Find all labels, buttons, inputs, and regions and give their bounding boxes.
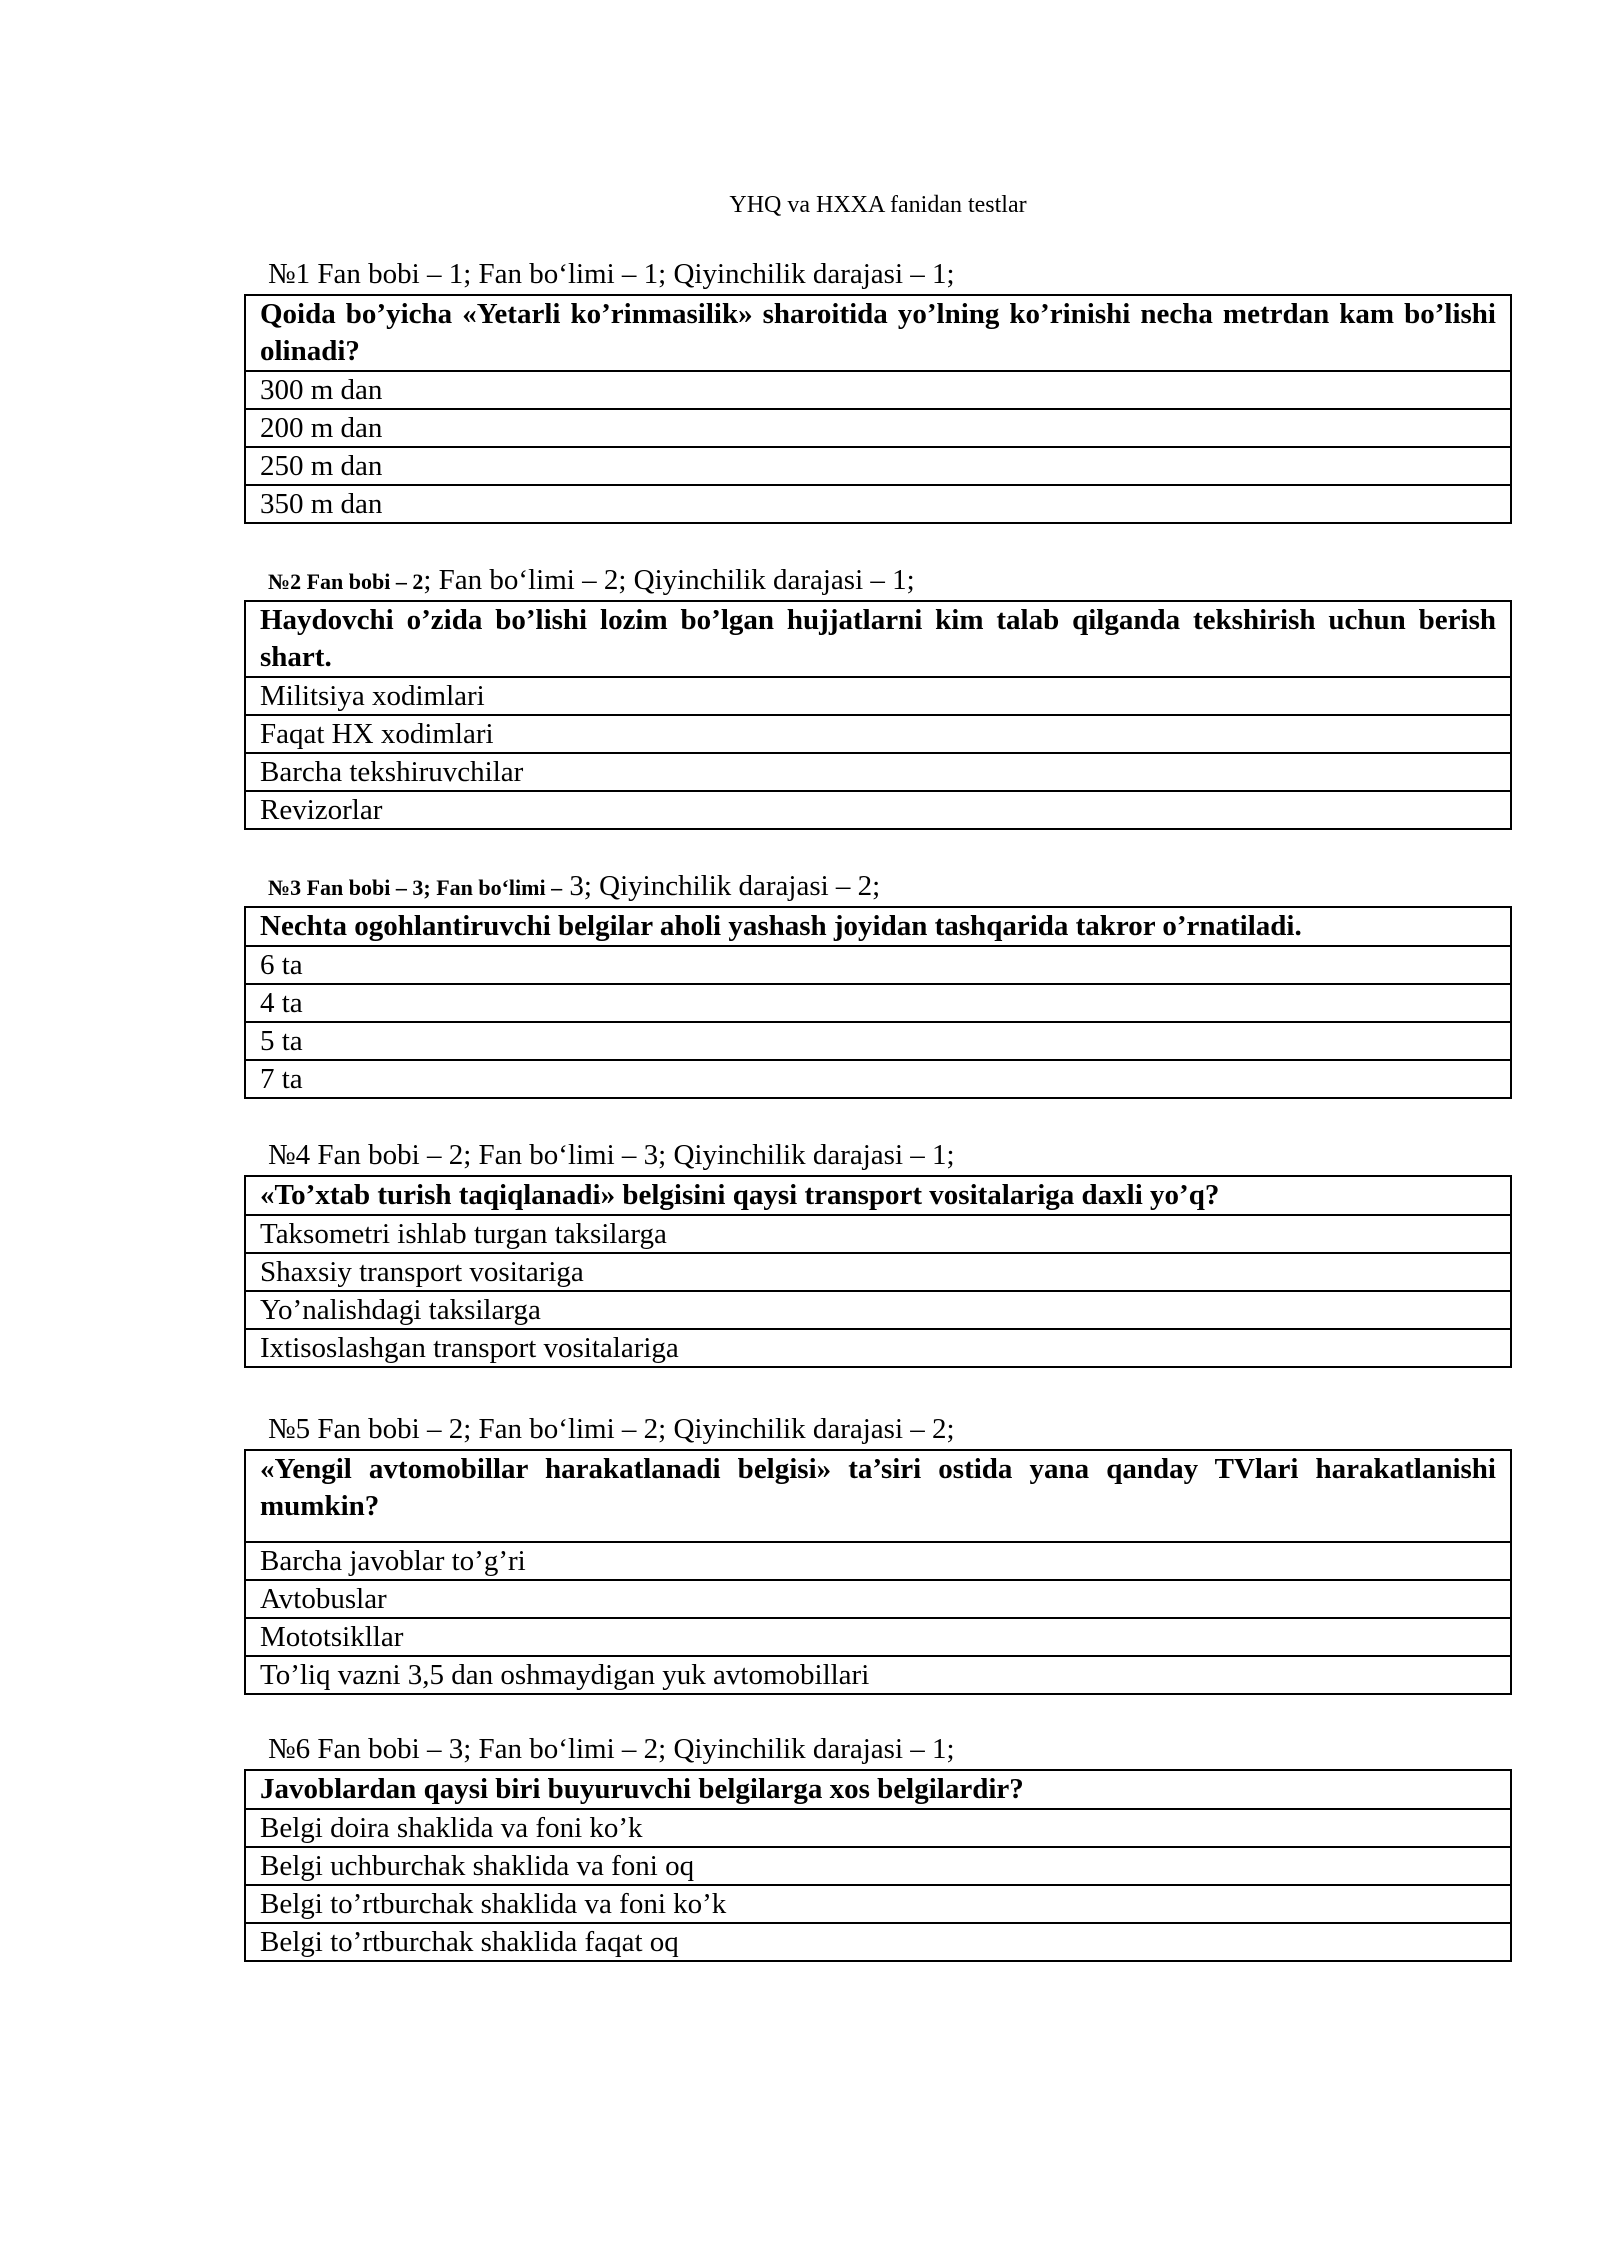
meta-text: №4 Fan bobi – 2; Fan bo‘limi – 3; Qiyinchilik darajasi – 1; — [268, 1139, 955, 1171]
answer-option[interactable]: Belgi to’rtburchak shaklida va foni ko’k — [245, 1885, 1511, 1923]
question-block-6 — [244, 1729, 1512, 1962]
meta-text: №5 Fan bobi – 2; Fan bo‘limi – 2; Qiyinchilik darajasi – 2; — [268, 1413, 955, 1445]
question-block-1 — [244, 254, 1512, 524]
answer-option[interactable]: 200 m dan — [245, 409, 1511, 447]
question-text: Javoblardan qaysi biri buyuruvchi belgilarga xos belgilardir? — [245, 1770, 1511, 1809]
question-table — [244, 1769, 1512, 1962]
question-meta — [244, 254, 1512, 294]
answer-option[interactable]: Shaxsiy transport vositariga — [245, 1253, 1511, 1291]
answer-option[interactable]: Revizorlar — [245, 791, 1511, 829]
answer-option[interactable]: 250 m dan — [245, 447, 1511, 485]
meta-text: №1 Fan bobi – 1; Fan bo‘limi – 1; Qiyinchilik darajasi – 1; — [268, 258, 955, 290]
question-meta — [244, 1409, 1512, 1449]
question-table — [244, 294, 1512, 524]
answer-option[interactable]: 300 m dan — [245, 371, 1511, 409]
question-block-4 — [244, 1135, 1512, 1368]
answer-option[interactable]: Faqat HX xodimlari — [245, 715, 1511, 753]
question-table — [244, 600, 1512, 830]
meta-text-bold: №3 Fan bobi – 3; Fan bo‘limi – — [268, 875, 563, 900]
answer-option[interactable]: 350 m dan — [245, 485, 1511, 523]
question-text: Haydovchi o’zida bo’lishi lozim bo’lgan hujjatlarni kim talab qilganda tekshirish uchun berish shart. — [245, 601, 1511, 677]
question-meta — [244, 1135, 1512, 1175]
question-meta — [244, 866, 1512, 906]
answer-option[interactable]: 7 ta — [245, 1060, 1511, 1098]
question-block-2 — [244, 560, 1512, 830]
document-title: YHQ va HXXA fanidan testlar — [729, 192, 1027, 218]
answer-option[interactable]: Mototsikllar — [245, 1618, 1511, 1656]
answer-option[interactable]: 5 ta — [245, 1022, 1511, 1060]
answer-option[interactable]: Belgi doira shaklida va foni ko’k — [245, 1809, 1511, 1847]
question-table — [244, 906, 1512, 1099]
answer-option[interactable]: Belgi to’rtburchak shaklida faqat oq — [245, 1923, 1511, 1961]
question-table — [244, 1449, 1512, 1695]
answer-option[interactable]: Avtobuslar — [245, 1580, 1511, 1618]
question-block-3 — [244, 866, 1512, 1099]
question-table — [244, 1175, 1512, 1368]
answer-option[interactable]: 4 ta — [245, 984, 1511, 1022]
question-meta — [244, 560, 1512, 600]
question-block-5 — [244, 1409, 1512, 1695]
meta-text-bold: №2 Fan bobi – 2 — [268, 569, 424, 594]
question-text: «To’xtab turish taqiqlanadi» belgisini qaysi transport vositalariga daxli yo’q? — [245, 1176, 1511, 1215]
question-text: «Yengil avtomobillar harakatlanadi belgisi» ta’siri ostida yana qanday TVlari harakatlanishi mumkin? — [245, 1450, 1511, 1542]
answer-option[interactable]: Yo’nalishdagi taksilarga — [245, 1291, 1511, 1329]
answer-option[interactable]: Ixtisoslashgan transport vositalariga — [245, 1329, 1511, 1367]
question-meta — [244, 1729, 1512, 1769]
answer-option[interactable]: To’liq vazni 3,5 dan oshmaydigan yuk avtomobillari — [245, 1656, 1511, 1694]
meta-text: №6 Fan bobi – 3; Fan bo‘limi – 2; Qiyinchilik darajasi – 1; — [268, 1733, 955, 1765]
meta-text: ; Fan bo‘limi – 2; Qiyinchilik darajasi – 1; — [423, 564, 915, 596]
meta-text: 3; Qiyinchilik darajasi – 2; — [562, 870, 881, 902]
question-text: Nechta ogohlantiruvchi belgilar aholi yashash joyidan tashqarida takror o’rnatiladi. — [245, 907, 1511, 946]
answer-option[interactable]: Taksometri ishlab turgan taksilarga — [245, 1215, 1511, 1253]
question-text: Qoida bo’yicha «Yetarli ko’rinmasilik» sharoitida yo’lning ko’rinishi necha metrdan kam bo’lishi olinadi? — [245, 295, 1511, 371]
answer-option[interactable]: 6 ta — [245, 946, 1511, 984]
answer-option[interactable]: Belgi uchburchak shaklida va foni oq — [245, 1847, 1511, 1885]
answer-option[interactable]: Militsiya xodimlari — [245, 677, 1511, 715]
answer-option[interactable]: Barcha javoblar to’g’ri — [245, 1542, 1511, 1580]
answer-option[interactable]: Barcha tekshiruvchilar — [245, 753, 1511, 791]
